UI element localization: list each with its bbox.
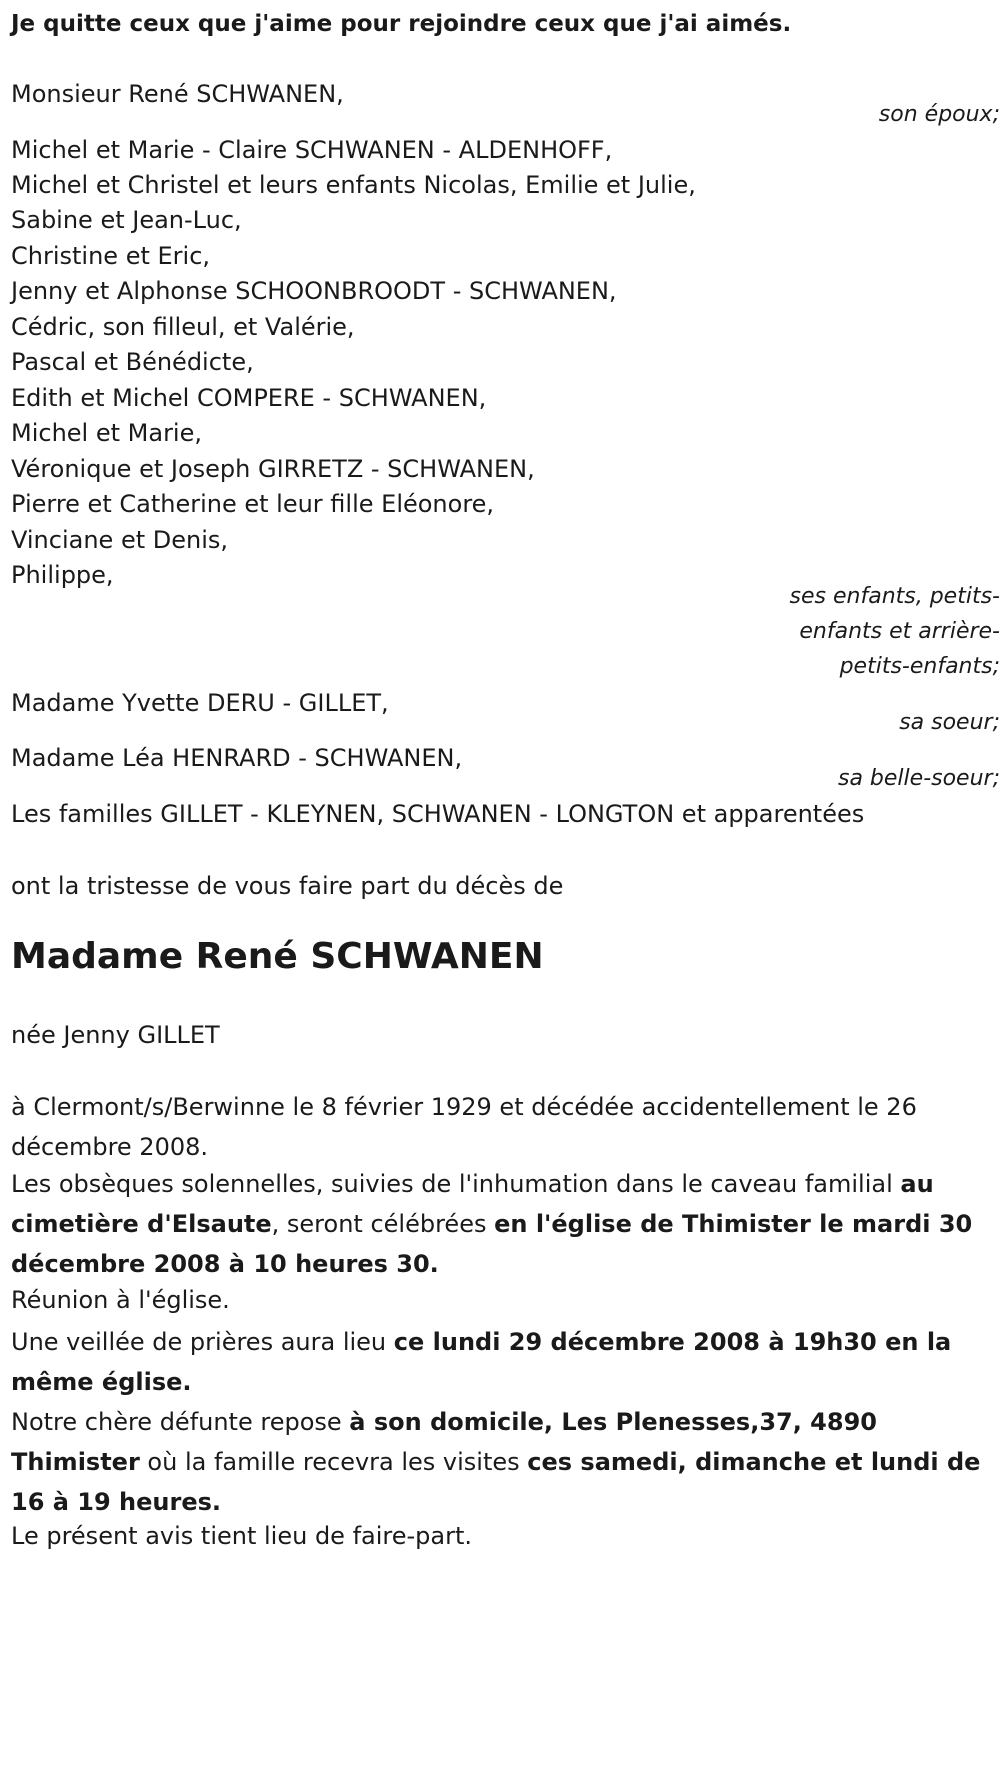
list-item: Christine et Eric, <box>11 242 211 270</box>
funeral-text-1: Les obsèques solennelles, suivies de l'inhumation dans le caveau familial <box>11 1170 901 1198</box>
children-relation-line: ses enfants, petits- <box>789 584 1000 609</box>
meeting-text: Réunion à l'église. <box>11 1286 230 1314</box>
repose-paragraph <box>11 1402 986 1522</box>
vigil-paragraph <box>11 1322 986 1402</box>
list-item: Pierre et Catherine et leur fille Eléonore, <box>11 490 495 518</box>
list-item: Véronique et Joseph GIRRETZ - SCHWANEN, <box>11 455 535 483</box>
list-item: Vinciane et Denis, <box>11 526 229 554</box>
deceased-name: Madame René SCHWANEN <box>11 936 544 977</box>
list-item: Cédric, son filleul, et Valérie, <box>11 313 355 341</box>
children-relation-line: enfants et arrière- <box>799 619 1000 644</box>
husband-relation: son époux; <box>878 102 1000 127</box>
funeral-church-date: en l'église de Thimister le mardi 30 décembre 2008 à 10 heures 30. <box>11 1210 973 1278</box>
list-item: Philippe, <box>11 561 114 589</box>
funeral-paragraph <box>11 1164 986 1284</box>
list-item: Jenny et Alphonse SCHOONBROODT - SCHWANEN, <box>11 277 617 305</box>
list-item: Edith et Michel COMPERE - SCHWANEN, <box>11 384 487 412</box>
repose-address: à son domicile, Les Plenesses,37, 4890 Thimister <box>11 1408 877 1476</box>
list-item: Michel et Christel et leurs enfants Nicolas, Emilie et Julie, <box>11 171 696 199</box>
birth-death-paragraph: à Clermont/s/Berwinne le 8 février 1929 et décédée accidentellement le 26 décembre 2008. <box>11 1093 917 1161</box>
vigil-date: ce lundi 29 décembre 2008 à 19h30 en la même église. <box>11 1328 952 1396</box>
funeral-text-2: , seront célébrées <box>271 1210 495 1238</box>
sister-name: Madame Yvette DERU - GILLET, <box>11 689 389 717</box>
husband-name: Monsieur René SCHWANEN, <box>11 80 344 108</box>
closing-text: Le présent avis tient lieu de faire-part. <box>11 1522 473 1550</box>
vigil-text: Une veillée de prières aura lieu <box>11 1328 394 1356</box>
opening-quote: Je quitte ceux que j'aime pour rejoindre ceux que j'ai aimés. <box>11 11 792 37</box>
list-item: Sabine et Jean-Luc, <box>11 206 242 234</box>
list-item: Michel et Marie, <box>11 419 202 447</box>
repose-text-2: où la famille recevra les visites <box>139 1448 528 1476</box>
sister-relation: sa soeur; <box>899 710 1000 735</box>
repose-text-1: Notre chère défunte repose <box>11 1408 350 1436</box>
funeral-cemetery: au cimetière d'Elsaute <box>11 1170 934 1238</box>
list-item: Pascal et Bénédicte, <box>11 348 254 376</box>
announcement-text: ont la tristesse de vous faire part du décès de <box>11 872 564 900</box>
list-item: Michel et Marie - Claire SCHWANEN - ALDENHOFF, <box>11 136 613 164</box>
birth-name: née Jenny GILLET <box>11 1021 220 1049</box>
families-line: Les familles GILLET - KLEYNEN, SCHWANEN - LONGTON et apparentées <box>11 800 865 828</box>
repose-visiting-hours: ces samedi, dimanche et lundi de 16 à 19 heures. <box>11 1448 981 1516</box>
children-relation-line: petits-enfants; <box>839 654 1000 679</box>
sister-in-law-name: Madame Léa HENRARD - SCHWANEN, <box>11 744 463 772</box>
sister-in-law-relation: sa belle-soeur; <box>838 766 1000 791</box>
